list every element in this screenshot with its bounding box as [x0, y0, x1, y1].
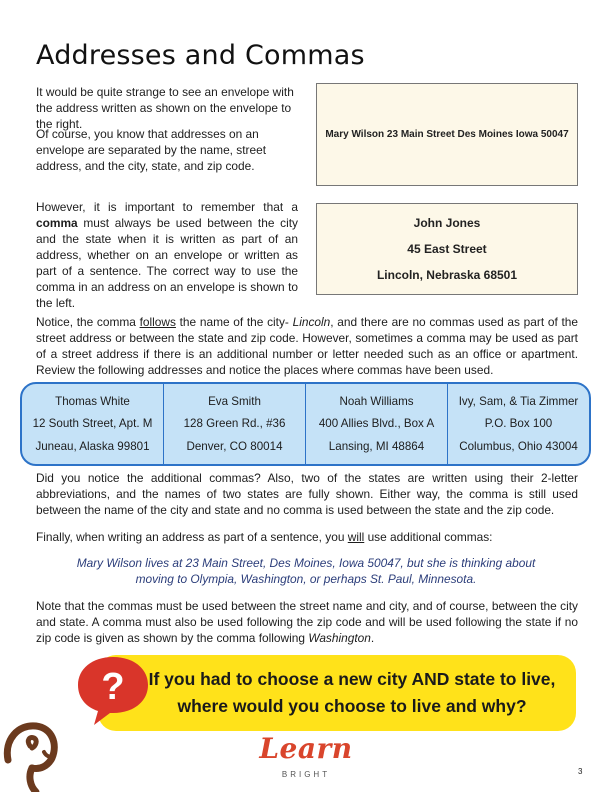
- envelope-correct-street: 45 East Street: [407, 242, 487, 256]
- address-name: Eva Smith: [208, 394, 261, 408]
- intro-paragraph-2: Of course, you know that addresses on an envelope are separated by the name, street address, and the city, state, and zip code.: [36, 127, 267, 173]
- note-italic-state: Washington: [308, 631, 371, 645]
- question-callout: [98, 655, 576, 731]
- address-example: [448, 384, 589, 464]
- p3-bold-comma: comma: [36, 216, 78, 230]
- finally-text-b: use additional commas:: [364, 530, 493, 544]
- envelope-correct: [316, 203, 578, 295]
- logo-main-text: Learn: [259, 732, 353, 765]
- address-city: Columbus, Ohio 43004: [459, 440, 578, 454]
- question-text: If you had to choose a new city AND state to live, where would you choose to live and why?: [148, 669, 556, 716]
- note-text-b: .: [370, 631, 375, 645]
- question-mark-icon: [72, 653, 154, 727]
- address-street: P.O. Box 100: [484, 417, 553, 431]
- address-name: Thomas White: [55, 394, 130, 408]
- p3-text-a: However, it is important to remember that a: [36, 200, 298, 214]
- address-example: [22, 384, 164, 464]
- finally-text-a: Finally, when writing an address as part of a sentence, you: [36, 530, 348, 544]
- finally-paragraph: [36, 529, 578, 545]
- notice-text-b: the name of the city-: [175, 315, 293, 329]
- logo-sub-text: BRIGHT: [281, 770, 331, 779]
- address-street: 400 Allies Blvd., Box A: [318, 417, 435, 431]
- notice-text-a: Notice, the comma: [36, 315, 140, 329]
- address-name: Ivy, Sam, & Tia Zimmer: [458, 394, 579, 408]
- envelope-incorrect-text: Mary Wilson 23 Main Street Des Moines Iowa 50047: [325, 129, 569, 140]
- page-number: 3: [578, 767, 583, 776]
- address-street: 128 Green Rd., #36: [183, 417, 286, 431]
- intro-paragraph-3: [36, 199, 298, 311]
- note-text-a: Note that the commas must be used between the street name and city, and of course, between the city and state. A comma must also be used following the zip code and will be used following the state if no zip code is given as shown by the comma following: [36, 599, 578, 645]
- address-example: [306, 384, 448, 464]
- finally-underlined: will: [347, 530, 365, 544]
- address-city: Denver, CO 80014: [186, 440, 283, 454]
- envelope-correct-city: Lincoln, Nebraska 68501: [376, 268, 518, 282]
- envelope-correct-name: John Jones: [413, 216, 481, 230]
- address-city: Juneau, Alaska 99801: [35, 440, 150, 454]
- intro-paragraph-1: It would be quite strange to see an envelope with the address written as shown on the envelope to the right.: [36, 85, 294, 131]
- page-title: Addresses and Commas: [36, 40, 365, 71]
- notice-text-c: , and there are no commas used as part of the street address or between the state and zip code. However, sometimes a comma may be used as part of a street address if there is an additional number or letter needed such as an office or apartment. Review the following addresses and notice the places where commas have been used.: [36, 315, 578, 377]
- thinking-figure-icon: [0, 700, 80, 792]
- address-example: [164, 384, 306, 464]
- example-sentence: Mary Wilson lives at 23 Main Street, Des Moines, Iowa 50047, but she is thinking about moving to Olympia, Washington, or perhaps St. Paul, Minnesota.: [76, 556, 536, 586]
- envelope-incorrect: [316, 83, 578, 186]
- learn-bright-logo: [254, 730, 358, 786]
- p3-text-b: must always be used between the city and the state when it is written as part of an address, whether on an envelope or written as part of a sentence. The correct way to use the comma in an address on an envelope is shown to the left.: [36, 216, 298, 310]
- address-examples-box: [20, 382, 591, 466]
- notice-paragraph: [36, 314, 578, 378]
- address-name: Noah Williams: [339, 394, 414, 408]
- note-paragraph: [36, 598, 578, 646]
- notice-italic-city: Lincoln: [292, 315, 331, 329]
- svg-text:?: ?: [101, 666, 125, 708]
- notice-underlined: follows: [139, 315, 176, 329]
- additional-commas-paragraph: Did you notice the additional commas? Also, two of the states are written using their 2-letter abbreviations, and the names of two states are fully shown. Either way, the comma is still used between the name of the city and state and no comma is used between the state and the zip code.: [36, 471, 578, 517]
- address-city: Lansing, MI 48864: [328, 440, 425, 454]
- address-street: 12 South Street, Apt. M: [32, 417, 153, 431]
